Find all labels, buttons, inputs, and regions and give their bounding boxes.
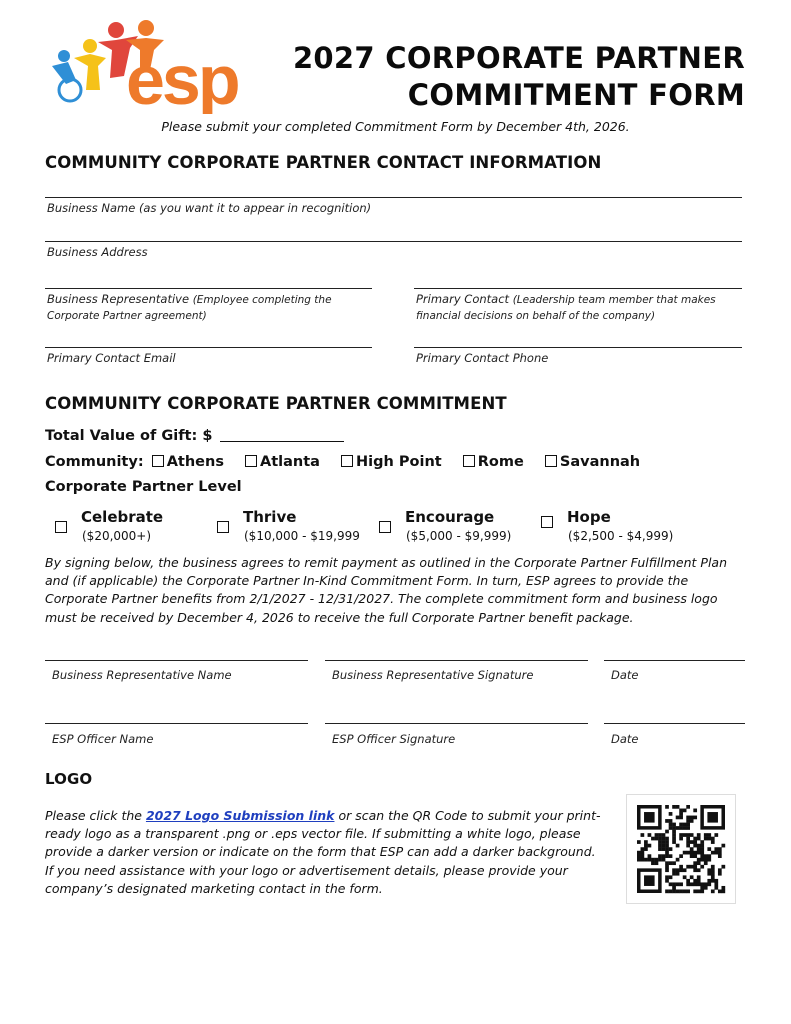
rep-date-field[interactable]	[604, 660, 745, 661]
level-celebrate-checkbox[interactable]	[55, 521, 67, 533]
rep-name-field[interactable]	[45, 660, 308, 661]
primary-contact-label-main: Primary Contact	[416, 292, 510, 306]
primary-contact-phone-label: Primary Contact Phone	[416, 351, 549, 365]
logo-text-after-link: or scan the QR Code to submit your print-ready logo as a transparent .png or .eps vector file. If submitting a white logo, please provide a darker version or indicate on the form that ESP can add a darker background. If you need assistance with your logo or advertisement details, please provide your company’s designated marketing contact in the form.	[45, 808, 601, 896]
business-representative-field[interactable]	[45, 288, 372, 289]
level-thrive-amount: ($10,000 - $19,999	[244, 529, 360, 543]
primary-contact-email-label: Primary Contact Email	[47, 351, 176, 365]
business-address-label: Business Address	[47, 245, 148, 259]
checkbox-icon[interactable]	[545, 455, 557, 467]
business-representative-label	[47, 292, 367, 324]
logo-instructions	[45, 807, 605, 898]
commitment-section-heading: COMMUNITY CORPORATE PARTNER COMMITMENT	[45, 394, 507, 413]
community-option-athens[interactable]: Athens	[152, 454, 224, 470]
total-gift-label: Total Value of Gift: $	[45, 428, 213, 444]
level-hope-name: Hope	[567, 508, 611, 526]
business-address-field[interactable]	[45, 241, 742, 242]
officer-name-label: ESP Officer Name	[52, 732, 154, 746]
agreement-paragraph: By signing below, the business agrees to remit payment as outlined in the Corporate Partner Fulfillment Plan and (if applicable) the Corporate Partner In-Kind Commitment Form. In turn, ESP agrees to provide the Corporate Partner benefits from 2/1/2027 - 12/31/2027. The complete commitment form and business logo must be received by December 4, 2026 to receive the full Corporate Partner benefit package.	[45, 555, 728, 625]
business-name-field[interactable]	[45, 197, 742, 198]
officer-name-field[interactable]	[45, 723, 308, 724]
level-hope-checkbox[interactable]	[541, 516, 553, 528]
rep-signature-field[interactable]	[325, 660, 588, 661]
checkbox-icon[interactable]	[152, 455, 164, 467]
officer-signature-label: ESP Officer Signature	[332, 732, 456, 746]
community-option-savannah[interactable]: Savannah	[545, 454, 640, 470]
partner-level-heading: Corporate Partner Level	[45, 479, 242, 495]
officer-date-label: Date	[611, 732, 639, 746]
level-thrive-name: Thrive	[243, 508, 297, 526]
primary-contact-email-field[interactable]	[45, 347, 372, 348]
checkbox-icon[interactable]	[341, 455, 353, 467]
primary-contact-label	[416, 292, 738, 324]
esp-logo-figures-icon	[46, 18, 258, 114]
community-option-high-point[interactable]: High Point	[341, 454, 442, 470]
community-option-rome[interactable]: Rome	[463, 454, 524, 470]
community-option-atlanta[interactable]: Atlanta	[245, 454, 320, 470]
rep-signature-label: Business Representative Signature	[332, 668, 534, 682]
form-title-line2: COMMITMENT FORM	[407, 78, 745, 112]
level-encourage-name: Encourage	[405, 508, 495, 526]
officer-signature-field[interactable]	[325, 723, 588, 724]
rep-date-label: Date	[611, 668, 639, 682]
primary-contact-field[interactable]	[414, 288, 742, 289]
contact-section-heading: COMMUNITY CORPORATE PARTNER CONTACT INFORMATION	[45, 153, 602, 172]
checkbox-icon[interactable]	[463, 455, 475, 467]
checkbox-icon[interactable]	[245, 455, 257, 467]
primary-contact-phone-field[interactable]	[414, 347, 742, 348]
business-name-label: Business Name (as you want it to appear in recognition)	[47, 201, 372, 215]
level-celebrate-amount: ($20,000+)	[82, 529, 152, 543]
community-label: Community:	[45, 454, 144, 470]
form-title-line1: 2027 CORPORATE PARTNER	[292, 41, 745, 75]
primary-contact-label-note: (Leadership team member that makes financial decisions on behalf of the company)	[416, 294, 716, 322]
logo-submission-link[interactable]: 2027 Logo Submission link	[145, 808, 335, 823]
esp-logo	[46, 18, 258, 114]
svg-text:esp: esp	[126, 41, 238, 114]
rep-label-main: Business Representative	[47, 292, 190, 306]
rep-name-label: Business Representative Name	[52, 668, 232, 682]
total-gift-input[interactable]	[220, 427, 344, 442]
submission-deadline-note: Please submit your completed Commitment Form by December 4th, 2026.	[161, 119, 630, 134]
qr-code[interactable]	[626, 794, 736, 904]
level-encourage-amount: ($5,000 - $9,999)	[406, 529, 512, 543]
qr-code-icon	[627, 795, 735, 903]
logo-text-before-link: Please click the	[45, 808, 146, 823]
rep-label-note: (Employee completing the Corporate Partner agreement)	[47, 294, 332, 322]
total-gift-row	[45, 427, 344, 444]
level-encourage-checkbox[interactable]	[379, 521, 391, 533]
level-celebrate-name: Celebrate	[81, 508, 164, 526]
logo-section-heading: LOGO	[45, 770, 93, 788]
level-thrive-checkbox[interactable]	[217, 521, 229, 533]
officer-date-field[interactable]	[604, 723, 745, 724]
level-hope-amount: ($2,500 - $4,999)	[568, 529, 674, 543]
community-row	[45, 454, 640, 470]
